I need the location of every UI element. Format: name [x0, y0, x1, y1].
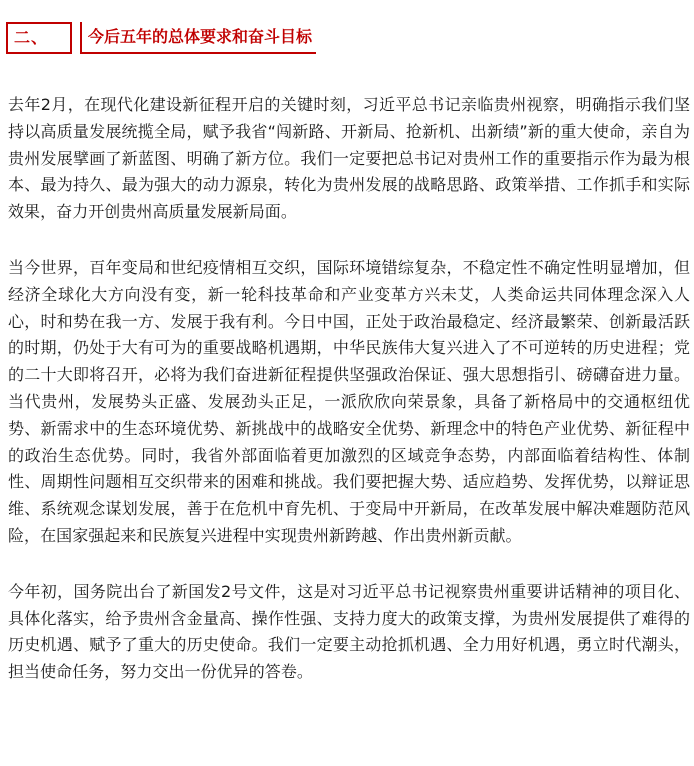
section-title-box	[80, 22, 316, 54]
section-title: 今后五年的总体要求和奋斗目标	[88, 27, 313, 46]
paragraph-2: 当今世界，百年变局和世纪疫情相互交织，国际环境错综复杂，不稳定性不确定性明显增加，但经济全球化大方向没有变，新一轮科技革命和产业变革方兴未艾，人类命运共同体理念深入人心，时和势在我一方、发展于我有利。今日中国，正处于政治最稳定、经济最繁荣、创新最活跃的时期，仍处于大有可为的重要战略机遇期，中华民族伟大复兴进入了不可逆转的历史进程；党的二十大即将召开，必将为我们奋进新征程提供坚强政治保证、强大思想指引、磅礴奋进力量。当代贵州，发展势头正盛、发展劲头正足，一派欣欣向荣景象，具备了新格局中的交通枢纽优势、新需求中的生态环境优势、新挑战中的战略安全优势、新理念中的特色产业优势、新征程中的政治生态优势。同时，我省外部面临着更加激烈的区域竞争态势，内部面临着结构性、体制性、周期性问题相互交织带来的困难和挑战。我们要把握大势、适应趋势、发挥优势，以辩证思维、系统观念谋划发展，善于在危机中育先机、于变局中开新局，在改革发展中解决难题防范风险，在国家强起来和民族复兴进程中实现贵州新跨越、作出贵州新贡献。	[8, 257, 690, 545]
section-number: 二、	[6, 22, 72, 54]
article-body	[8, 92, 690, 686]
section-header	[6, 22, 316, 54]
paragraph-1: 去年2月，在现代化建设新征程开启的关键时刻，习近平总书记亲临贵州视察，明确指示我们坚持以高质量发展统揽全局，赋予我省“闯新路、开新局、抢新机、出新绩”新的重大使命，亲自为贵州发展擘画了新蓝图、明确了新方位。我们一定要把总书记对贵州工作的重要指示作为最为根本、最为持久、最为强大的动力源泉，转化为贵州发展的战略思路、政策举措、工作抓手和实际效果，奋力开创贵州高质量发展新局面。	[8, 95, 690, 222]
paragraph-3: 今年初，国务院出台了新国发2号文件，这是对习近平总书记视察贵州重要讲话精神的项目化、具体化落实，给予贵州含金量高、操作性强、支持力度大的政策支撑，为贵州发展提供了难得的历史机遇、赋予了重大的历史使命。我们一定要主动抢抓机遇、全力用好机遇，勇立时代潮头，担当使命任务，努力交出一份优异的答卷。	[8, 581, 690, 682]
